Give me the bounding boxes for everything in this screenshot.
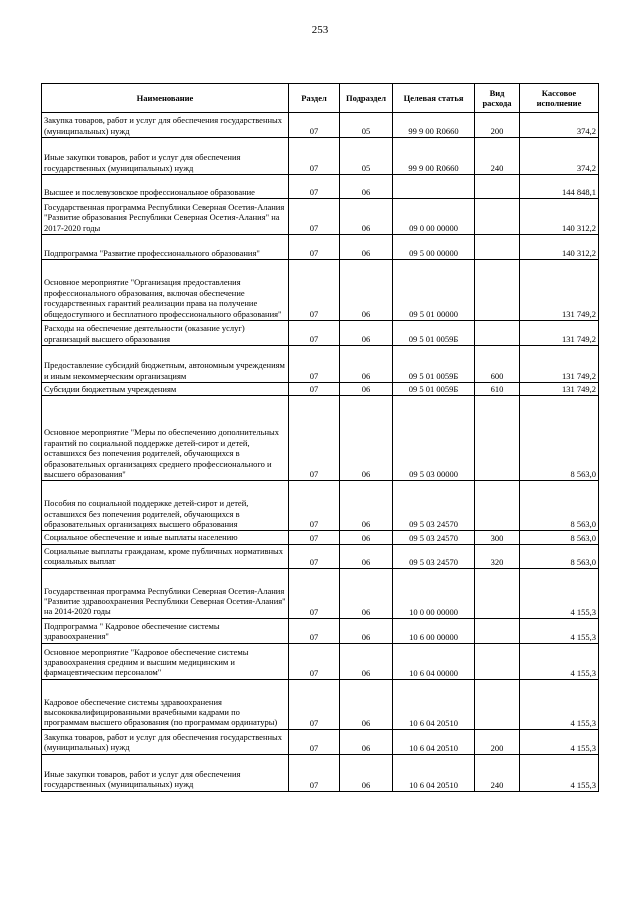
cell-name: Иные закупки товаров, работ и услуг для обеспечения государственных (муниципальных) нужд	[42, 138, 289, 175]
table-row	[42, 544, 599, 568]
cell-amount: 8 563,0	[520, 531, 599, 544]
cell-amount: 8 563,0	[520, 544, 599, 568]
cell-subsection: 06	[340, 321, 393, 346]
cell-subsection: 06	[340, 618, 393, 643]
header-row	[42, 84, 599, 113]
cell-amount: 4 155,3	[520, 643, 599, 679]
cell-subsection: 06	[340, 481, 393, 531]
budget-table	[41, 83, 599, 792]
cell-subsection: 06	[340, 175, 393, 199]
cell-subsection: 06	[340, 729, 393, 754]
cell-name: Основное мероприятие "Меры по обеспечению дополнительных гарантий по социальной поддержке детей-сирот и детей, оставшихся без попечения родителей, обучающихся в образовательных организациях среднего профессионального и высшего образования"	[42, 396, 289, 481]
cell-target: 10 6 04 00000	[393, 643, 475, 679]
cell-subsection: 05	[340, 113, 393, 138]
cell-subsection: 06	[340, 568, 393, 618]
cell-target: 10 6 04 20510	[393, 729, 475, 754]
page-number: 253	[311, 24, 329, 36]
cell-kind	[475, 481, 520, 531]
cell-name: Подпрограмма "Развитие профессионального образования"	[42, 235, 289, 260]
table-row	[42, 346, 599, 383]
header-kind: Вид расхода	[475, 84, 520, 113]
table-row	[42, 481, 599, 531]
cell-amount: 4 155,3	[520, 568, 599, 618]
cell-name: Государственная программа Республики Северная Осетия-Алания "Развитие образования Республики Северная Осетия-Алания" на 2017-2020 годы	[42, 199, 289, 235]
cell-amount: 8 563,0	[520, 396, 599, 481]
cell-subsection: 06	[340, 544, 393, 568]
cell-section: 07	[289, 199, 340, 235]
cell-section: 07	[289, 754, 340, 791]
table-row	[42, 396, 599, 481]
table-header	[42, 84, 599, 113]
table-row	[42, 679, 599, 729]
table-row	[42, 568, 599, 618]
cell-target: 09 5 03 00000	[393, 396, 475, 481]
cell-target: 09 5 01 0059Б	[393, 321, 475, 346]
cell-name: Закупка товаров, работ и услуг для обеспечения государственных (муниципальных) нужд	[42, 113, 289, 138]
cell-amount: 131 749,2	[520, 260, 599, 321]
cell-amount: 144 848,1	[520, 175, 599, 199]
table-row	[42, 321, 599, 346]
cell-target: 09 5 01 00000	[393, 260, 475, 321]
cell-name: Подпрограмма " Кадровое обеспечение системы здравоохранения"	[42, 618, 289, 643]
table-row	[42, 531, 599, 544]
cell-section: 07	[289, 481, 340, 531]
cell-target: 09 5 03 24570	[393, 531, 475, 544]
cell-subsection: 06	[340, 199, 393, 235]
cell-kind	[475, 321, 520, 346]
table-row	[42, 383, 599, 396]
cell-target: 09 0 00 00000	[393, 199, 475, 235]
cell-kind: 610	[475, 383, 520, 396]
cell-amount: 131 749,2	[520, 383, 599, 396]
cell-target: 10 6 04 20510	[393, 679, 475, 729]
cell-section: 07	[289, 618, 340, 643]
cell-name: Расходы на обеспечение деятельности (оказание услуг) организаций высшего образования	[42, 321, 289, 346]
cell-name: Государственная программа Республики Северная Осетия-Алания "Развитие здравоохранения Республики Северная Осетия-Алания" на 2014-2020 годы	[42, 568, 289, 618]
table-row	[42, 235, 599, 260]
cell-name: Предоставление субсидий бюджетным, автономным учреждениям и иным некоммерческим организациям	[42, 346, 289, 383]
cell-section: 07	[289, 679, 340, 729]
table-row	[42, 113, 599, 138]
cell-section: 07	[289, 544, 340, 568]
table-body	[42, 113, 599, 792]
cell-target: 99 9 00 R0660	[393, 138, 475, 175]
cell-subsection: 05	[340, 138, 393, 175]
table-row	[42, 138, 599, 175]
cell-section: 07	[289, 113, 340, 138]
cell-kind: 320	[475, 544, 520, 568]
cell-target: 09 5 03 24570	[393, 481, 475, 531]
table-row	[42, 754, 599, 791]
cell-amount: 374,2	[520, 113, 599, 138]
cell-kind	[475, 175, 520, 199]
cell-name: Кадровое обеспечение системы здравоохранения высококвалифицированными врачебными кадрами по программам высшего образования (по программам ординатуры)	[42, 679, 289, 729]
header-subsection: Подраздел	[340, 84, 393, 113]
cell-subsection: 06	[340, 383, 393, 396]
cell-subsection: 06	[340, 396, 393, 481]
cell-name: Социальные выплаты гражданам, кроме публичных нормативных социальных выплат	[42, 544, 289, 568]
cell-amount: 4 155,3	[520, 729, 599, 754]
cell-subsection: 06	[340, 754, 393, 791]
table-row	[42, 618, 599, 643]
cell-amount: 4 155,3	[520, 679, 599, 729]
cell-name: Закупка товаров, работ и услуг для обеспечения государственных (муниципальных) нужд	[42, 729, 289, 754]
cell-kind: 600	[475, 346, 520, 383]
cell-amount: 140 312,2	[520, 235, 599, 260]
cell-name: Социальное обеспечение и иные выплаты населению	[42, 531, 289, 544]
header-name: Наименование	[42, 84, 289, 113]
cell-subsection: 06	[340, 679, 393, 729]
cell-section: 07	[289, 260, 340, 321]
cell-section: 07	[289, 729, 340, 754]
cell-name: Субсидии бюджетным учреждениям	[42, 383, 289, 396]
cell-kind	[475, 199, 520, 235]
cell-subsection: 06	[340, 531, 393, 544]
cell-kind	[475, 618, 520, 643]
table-row	[42, 729, 599, 754]
cell-target: 09 5 00 00000	[393, 235, 475, 260]
cell-subsection: 06	[340, 346, 393, 383]
cell-section: 07	[289, 531, 340, 544]
cell-kind: 240	[475, 754, 520, 791]
cell-amount: 131 749,2	[520, 321, 599, 346]
cell-section: 07	[289, 321, 340, 346]
cell-amount: 4 155,3	[520, 754, 599, 791]
cell-subsection: 06	[340, 235, 393, 260]
cell-kind	[475, 396, 520, 481]
cell-amount: 4 155,3	[520, 618, 599, 643]
cell-kind: 300	[475, 531, 520, 544]
cell-target	[393, 175, 475, 199]
table-row	[42, 643, 599, 679]
cell-section: 07	[289, 346, 340, 383]
cell-section: 07	[289, 396, 340, 481]
cell-amount: 140 312,2	[520, 199, 599, 235]
cell-kind	[475, 679, 520, 729]
cell-kind: 200	[475, 729, 520, 754]
table-row	[42, 199, 599, 235]
cell-name: Пособия по социальной поддержке детей-сирот и детей, оставшихся без попечения родителей, обучающихся в образовательных организациях высшего образования	[42, 481, 289, 531]
cell-target: 09 5 03 24570	[393, 544, 475, 568]
cell-target: 10 6 04 20510	[393, 754, 475, 791]
cell-section: 07	[289, 235, 340, 260]
cell-amount: 8 563,0	[520, 481, 599, 531]
cell-kind	[475, 643, 520, 679]
header-section: Раздел	[289, 84, 340, 113]
cell-name: Иные закупки товаров, работ и услуг для обеспечения государственных (муниципальных) нужд	[42, 754, 289, 791]
cell-kind: 200	[475, 113, 520, 138]
cell-amount: 131 749,2	[520, 346, 599, 383]
cell-kind	[475, 568, 520, 618]
cell-amount: 374,2	[520, 138, 599, 175]
header-amount: Кассовое исполнение	[520, 84, 599, 113]
cell-kind: 240	[475, 138, 520, 175]
cell-section: 07	[289, 383, 340, 396]
cell-target: 99 9 00 R0660	[393, 113, 475, 138]
table-row	[42, 175, 599, 199]
cell-name: Основное мероприятие "Организация предоставления профессионального образования, включая обеспечение государственных гарантий реализации права на получение общедоступного и бесплатного профессионального образования"	[42, 260, 289, 321]
cell-name: Высшее и послевузовское профессиональное образование	[42, 175, 289, 199]
table-row	[42, 260, 599, 321]
cell-kind	[475, 235, 520, 260]
cell-section: 07	[289, 643, 340, 679]
cell-target: 10 0 00 00000	[393, 568, 475, 618]
cell-section: 07	[289, 568, 340, 618]
cell-section: 07	[289, 138, 340, 175]
cell-subsection: 06	[340, 643, 393, 679]
cell-target: 09 5 01 0059Б	[393, 383, 475, 396]
cell-target: 09 5 01 0059Б	[393, 346, 475, 383]
cell-kind	[475, 260, 520, 321]
cell-name: Основное мероприятие "Кадровое обеспечение системы здравоохранения средним и высшим медицинским и фармацевтическим персоналом"	[42, 643, 289, 679]
header-target: Целевая статья	[393, 84, 475, 113]
cell-subsection: 06	[340, 260, 393, 321]
cell-target: 10 6 00 00000	[393, 618, 475, 643]
cell-section: 07	[289, 175, 340, 199]
